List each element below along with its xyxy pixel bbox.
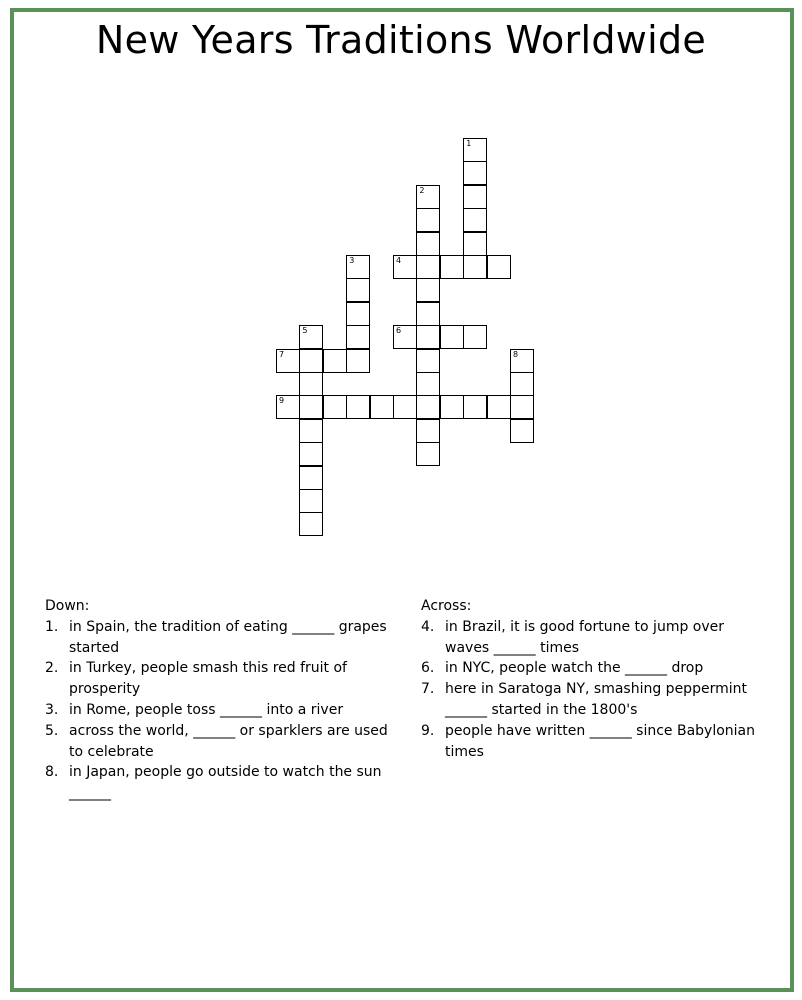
grid-cell[interactable] [299, 442, 323, 466]
grid-cell[interactable] [416, 208, 440, 232]
clue-start-number: 7 [279, 349, 285, 359]
clue-start-number: 6 [396, 326, 402, 336]
clue-text: in Brazil, it is good fortune to jump over waves ______ times [445, 618, 725, 656]
grid-cell[interactable] [416, 325, 440, 349]
grid-cell[interactable] [463, 395, 487, 419]
grid-cell[interactable] [440, 325, 464, 349]
clue-number: 7. [421, 681, 435, 698]
down-clues [45, 596, 390, 804]
grid-cell[interactable] [299, 372, 323, 396]
grid-cell[interactable] [299, 489, 323, 513]
grid-cell[interactable] [510, 395, 534, 419]
grid-cell[interactable] [487, 255, 511, 279]
across-clue-6 [421, 658, 766, 679]
grid-cell[interactable] [346, 395, 370, 419]
grid-cell[interactable] [416, 255, 440, 279]
clue-start-number: 4 [396, 256, 402, 265]
grid-cell[interactable] [299, 395, 323, 419]
grid-cell[interactable] [463, 255, 487, 279]
clue-number: 6. [421, 660, 435, 677]
grid-cell[interactable] [299, 419, 323, 443]
down-clue-5 [45, 721, 390, 763]
clue-start-number: 3 [349, 256, 355, 265]
clue-number: 8. [45, 764, 59, 781]
grid-cell[interactable] [416, 395, 440, 419]
across-clues [421, 596, 766, 762]
grid-cell[interactable] [416, 372, 440, 396]
clue-number: 5. [45, 722, 59, 739]
grid-cell[interactable] [370, 395, 394, 419]
clue-text: across the world, ______ or sparklers are used to celebrate [69, 722, 388, 760]
across-clue-9 [421, 721, 766, 763]
grid-cell[interactable] [299, 325, 323, 349]
grid-cell[interactable] [346, 278, 370, 302]
grid-cell[interactable] [510, 372, 534, 396]
grid-cell[interactable] [393, 255, 417, 279]
down-clue-3 [45, 700, 390, 721]
grid-cell[interactable] [346, 255, 370, 279]
across-clue-7 [421, 679, 766, 721]
down-clue-2 [45, 658, 390, 700]
grid-cell[interactable] [440, 395, 464, 419]
grid-cell[interactable] [463, 185, 487, 209]
clue-text: in Japan, people go outside to watch the sun ______ [69, 764, 382, 802]
clue-start-number: 1 [466, 139, 472, 148]
clue-text: people have written ______ since Babylonian times [445, 722, 756, 760]
grid-cell[interactable] [463, 161, 487, 185]
grid-cell[interactable] [416, 185, 440, 209]
clue-start-number: 8 [513, 349, 519, 359]
clue-text: in NYC, people watch the ______ drop [445, 660, 704, 677]
grid-cell[interactable] [276, 349, 300, 373]
grid-cell[interactable] [416, 349, 440, 373]
grid-cell[interactable] [487, 395, 511, 419]
grid-cell[interactable] [416, 302, 440, 326]
grid-cell[interactable] [416, 232, 440, 256]
clue-start-number: 9 [279, 396, 285, 406]
grid-cell[interactable] [463, 325, 487, 349]
down-clue-8 [45, 762, 390, 804]
grid-cell[interactable] [393, 325, 417, 349]
clue-start-number: 5 [302, 326, 308, 336]
clue-text: in Spain, the tradition of eating ______ grapes started [69, 618, 387, 656]
grid-cell[interactable] [393, 395, 417, 419]
grid-cell[interactable] [346, 325, 370, 349]
grid-cell[interactable] [346, 349, 370, 373]
clue-text: here in Saratoga NY, smashing peppermint ______ started in the 1800's [445, 681, 747, 718]
down-heading: Down: [45, 598, 90, 614]
grid-cell[interactable] [299, 349, 323, 373]
across-heading: Across: [421, 598, 472, 614]
grid-cell[interactable] [323, 395, 347, 419]
grid-cell[interactable] [416, 419, 440, 443]
grid-cell[interactable] [463, 208, 487, 232]
grid-cell[interactable] [510, 349, 534, 373]
grid-cell[interactable] [299, 512, 323, 536]
across-clue-4 [421, 617, 766, 659]
clue-text: in Turkey, people smash this red fruit of prosperity [69, 660, 347, 698]
down-clue-1 [45, 617, 390, 659]
grid-cell[interactable] [463, 138, 487, 162]
clue-number: 9. [421, 722, 435, 739]
clue-text: in Rome, people toss ______ into a river [69, 701, 344, 718]
grid-cell[interactable] [416, 442, 440, 466]
grid-cell[interactable] [299, 466, 323, 490]
grid-cell[interactable] [463, 232, 487, 256]
grid-cell[interactable] [416, 278, 440, 302]
puzzle-title: New Years Traditions Worldwide [95, 18, 707, 62]
clue-start-number: 2 [419, 185, 425, 195]
grid-cell[interactable] [346, 302, 370, 326]
clue-number: 2. [45, 660, 59, 677]
grid-cell[interactable] [276, 395, 300, 419]
clue-number: 4. [421, 618, 435, 635]
clue-number: 3. [45, 701, 59, 718]
grid-cell[interactable] [440, 255, 464, 279]
grid-cell[interactable] [510, 419, 534, 443]
grid-cell[interactable] [323, 349, 347, 373]
clue-number: 1. [45, 618, 59, 635]
